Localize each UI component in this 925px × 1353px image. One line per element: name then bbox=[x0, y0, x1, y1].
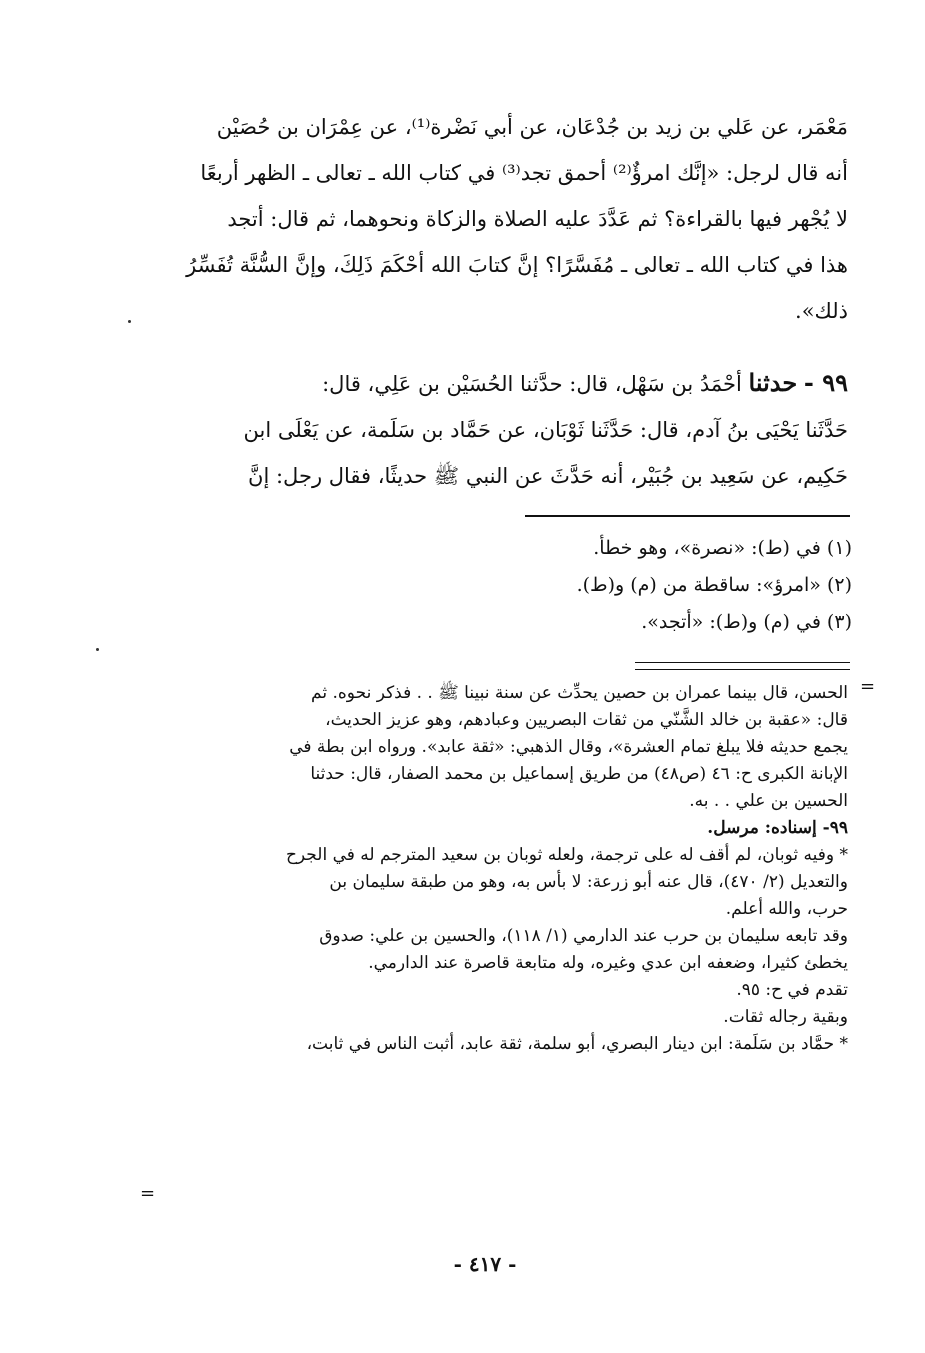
footnote: (٣) في (م) و(ط): «أتجد». bbox=[641, 611, 852, 633]
commentary-line: * وفيه ثوبان، لم أقف له على ترجمة، ولعله ثوبان بن سعيد المترجم له في الجرح bbox=[285, 845, 848, 865]
footnotes bbox=[480, 530, 852, 641]
commentary-line: تقدم في ح: ٩٥. bbox=[736, 980, 848, 1000]
main-text-line: أنه قال لرجل: «إنَّك امرؤٌ⁽²⁾ أحمق تجد⁽³⁾ في كتاب الله ـ تعالى ـ الظهر أربعًا bbox=[200, 161, 848, 185]
speck bbox=[96, 648, 99, 651]
continuation-marker: = bbox=[860, 676, 876, 697]
commentary-line: الحسن، قال بينما عمران بن حصين يحدِّث عن سنة نبينا ﷺ . . فذكر نحوه. ثم bbox=[311, 683, 848, 703]
footnote: (١) في (ط): «نصرة»، وهو خطأ. bbox=[593, 537, 852, 559]
commentary-line: الإبانة الكبرى ح: ٤٦ (ص٤٨) من طريق إسماعيل بن محمد الصفار، قال: حدثنا bbox=[310, 764, 848, 784]
speck bbox=[128, 320, 131, 323]
hadith-first-word: حدثنا bbox=[748, 368, 798, 397]
hadith-number: ٩٩ - bbox=[803, 368, 848, 397]
commentary-heading: ٩٩- إسناده: مرسل. bbox=[707, 818, 848, 838]
footnote-divider bbox=[525, 515, 850, 517]
footnote: (٢) «امرؤ»: ساقطة من (م) و(ط). bbox=[576, 574, 852, 596]
hadith-99-header bbox=[148, 360, 848, 407]
commentary-line: يخطئ كثيرا، وضعفه ابن عدي وغيره، وله متابعة قاصرة عند الدارمي. bbox=[368, 953, 848, 973]
hadith-line: حَكِيم، عن سَعِيد بن جُبَيْر، أنه حَدَّثَ عن النبي ﷺ حديثًا، فقال رجل: إنَّ bbox=[248, 464, 848, 488]
commentary-line: يجمع حديثه فلا يبلغ تمام العشرة»، وقال الذهبي: «ثقة عابد». ورواه ابن بطة في bbox=[289, 737, 848, 757]
commentary bbox=[148, 680, 848, 1058]
main-text-line: مَعْمَر، عن عَلي بن زيد بن جُدْعَان، عن أبي نَضْرة⁽¹⁾، عن عِمْرَان بن حُصَيْن bbox=[216, 115, 848, 139]
commentary-divider bbox=[635, 662, 850, 670]
hadith-line: حَدَّثَنا يَحْيَى بنُ آدم، قال: حَدَّثَنا ثَوْبَان، عن حَمَّاد بن سَلَمة، عن يَعْلَى ابن bbox=[243, 418, 848, 442]
page-number: - ٤١٧ - bbox=[453, 1252, 517, 1276]
commentary-line: وبقية رجاله ثقات. bbox=[723, 1007, 848, 1027]
commentary-line: والتعديل (٢/ ٤٧٠)، قال عنه أبو زرعة: لا بأس به، وهو من طبقة سليمان بن bbox=[329, 872, 848, 892]
commentary-line: حرب، والله أعلم. bbox=[725, 899, 848, 919]
commentary-line: الحسين بن علي . . به. bbox=[689, 791, 848, 811]
hadith-line-rest: أحْمَدُ بن سَهْل، قال: حدَّثنا الحُسَيْن بن عَلِي، قال: bbox=[322, 372, 742, 396]
main-text-line: هذا في كتاب الله ـ تعالى ـ مُفَسَّرًا؟ إنَّ كتابَ الله أحْكَمَ ذَلِكَ، وإنَّ السُّنَّة تُفَسِّرُ bbox=[186, 253, 848, 277]
commentary-line: وقد تابعه سليمان بن حرب عند الدارمي (١/ ١١٨)، والحسين بن علي: صدوق bbox=[319, 926, 848, 946]
main-text-line: ذلك». bbox=[795, 299, 848, 323]
main-text bbox=[148, 104, 848, 499]
end-marker: = bbox=[140, 1183, 156, 1204]
commentary-line: قال: «عقبة بن خالد الشَّنّي من ثقات البصريين وعبادهم، وهو عزيز الحديث، bbox=[325, 710, 848, 730]
main-text-line: لا يُجْهر فيها بالقراءة؟ ثم عَدَّدَ عليه الصلاة والزكاة ونحوهما، ثم قال: أتجد bbox=[227, 207, 848, 231]
commentary-line: * حمَّاد بن سَلَمة: ابن دينار البصري، أبو سلمة، ثقة عابد، أثبت الناس في ثابت، bbox=[306, 1034, 848, 1054]
